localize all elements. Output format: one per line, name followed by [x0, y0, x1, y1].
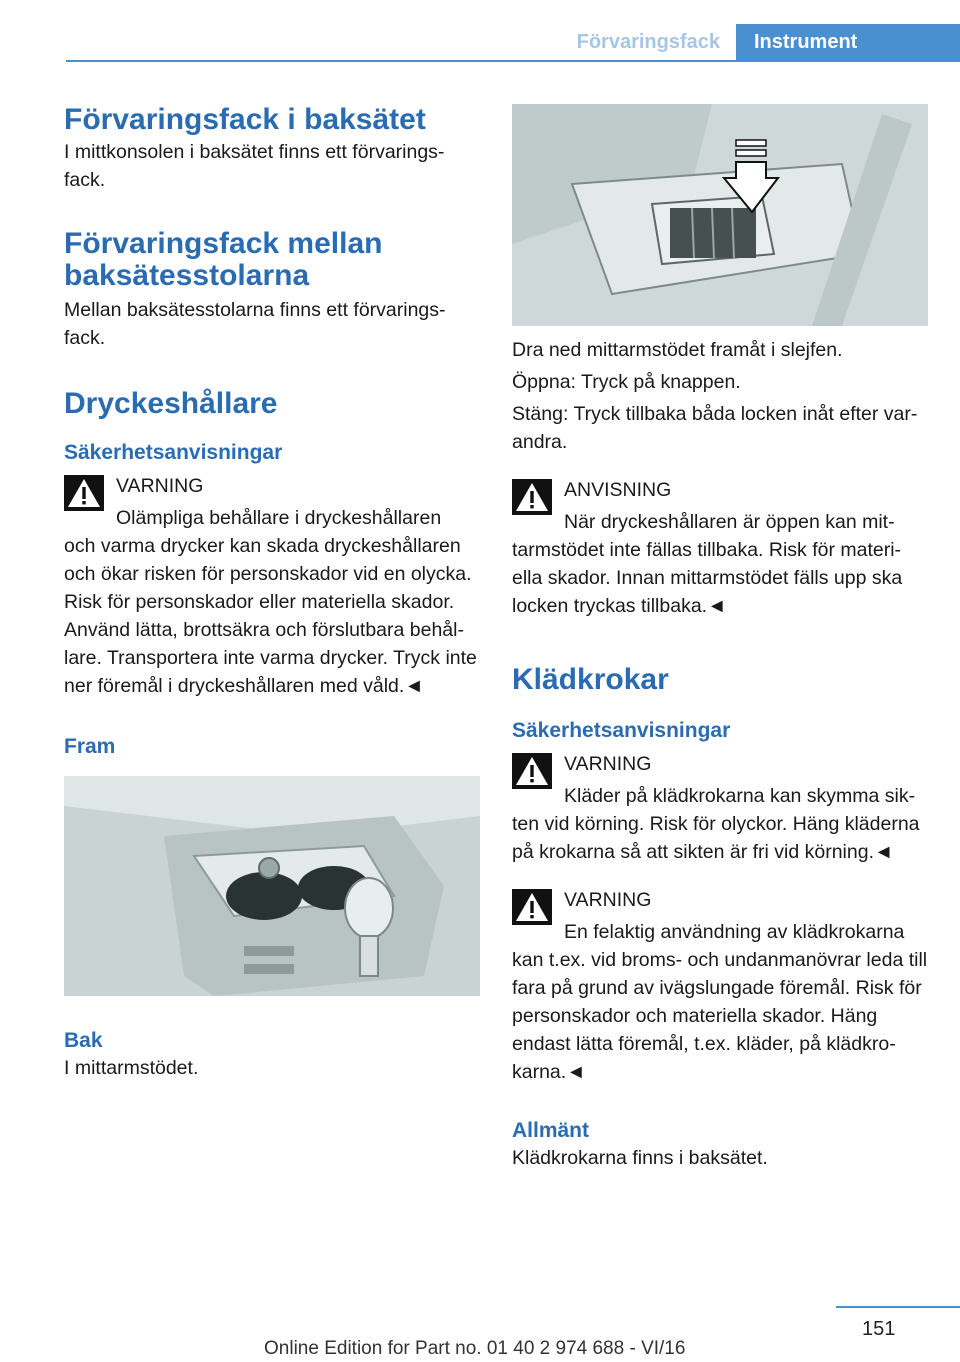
text-close: Stäng: Tryck tillbaka båda locken inåt efter var-andra.: [512, 403, 918, 453]
notice-text: tarmstödet inte fällas tillbaka. Risk för materi-ella skador. Innan mittarmstödet fälls upp ska locken tryckas tillbaka.◄: [512, 539, 903, 617]
front-cupholder-illustration: [64, 776, 480, 996]
warning-text-first: Olämpliga behållare i dryckeshållaren: [116, 507, 442, 529]
heading-safety-right: Säkerhetsanvisningar: [512, 719, 731, 742]
text-general: Klädkrokarna finns i baksätet.: [512, 1147, 768, 1169]
text-between-seats: Mellan baksätesstolarna finns ett förvarings-fack.: [64, 299, 446, 349]
warning-label: VARNING: [116, 475, 204, 497]
text-rear: I mittarmstödet.: [64, 1057, 199, 1079]
warning-triangle-icon: [512, 753, 552, 789]
warning-label: VARNING: [564, 753, 652, 775]
warning-text: kan t.ex. vid broms- och undanmanövrar leda till fara på grund av ivägslungade föremål. Risk för personskador och materiella skador. Häng endast lätta föremål, t.ex. kläder, på klädkro-karna.◄: [512, 949, 928, 1083]
left-column: [64, 100, 478, 1082]
page-number: 151: [862, 1318, 896, 1340]
notice-text-first: När dryckeshållaren är öppen kan mit-: [564, 511, 895, 533]
heading-cupholder: Dryckeshållare: [64, 387, 278, 420]
heading-rear: Bak: [64, 1029, 103, 1052]
heading-general: Allmänt: [512, 1119, 590, 1142]
text-open: Öppna: Tryck på knappen.: [512, 371, 741, 393]
text-rear-storage: I mittkonsolen i baksätet finns ett förvarings-fack.: [64, 141, 445, 191]
warning-label: VARNING: [564, 889, 652, 911]
warning-text: och varma drycker kan skada dryckeshållaren och ökar risken för personskador vid en olycka. Risk för personskador eller materiella skador. Använd lätta, brottsäkra och förslutbara behål-lare. Transportera inte varma drycker. Tryck inte ner föremål i dryckeshållaren med våld.◄: [64, 535, 477, 697]
front-cupholder-image: [64, 776, 480, 996]
warning-text: ten vid körning. Risk för olyckor. Häng kläderna på krokarna så att sikten är fri vid körning.◄: [512, 813, 920, 863]
heading-front: Fram: [64, 735, 116, 758]
warning-text-first: En felaktig användning av klädkrokarna: [564, 921, 905, 943]
warning-triangle-icon: [64, 475, 104, 511]
warning-triangle-icon: [512, 889, 552, 925]
warning-cupholder: [64, 472, 478, 700]
warning-hooks-usage: [512, 886, 928, 1086]
header-rule: [66, 60, 960, 62]
notice-triangle-icon: [512, 479, 552, 515]
footer-rule: [836, 1306, 960, 1308]
right-column: [512, 104, 928, 1172]
text-pull-armrest: Dra ned mittarmstödet framåt i slejfen.: [512, 339, 843, 361]
header-section: Förvaringsfack: [576, 31, 720, 53]
heading-rear-storage: Förvaringsfack i baksätet: [64, 103, 426, 136]
header-chapter-tab[interactable]: Instrument: [736, 24, 960, 62]
rear-armrest-image: [512, 104, 928, 326]
page-header: [66, 24, 960, 62]
online-edition-note: Online Edition for Part no. 01 40 2 974 688 - VI/16: [264, 1338, 686, 1359]
heading-safety-left: Säkerhetsanvisningar: [64, 441, 283, 464]
warning-hooks-visibility: [512, 750, 928, 866]
warning-text-first: Kläder på klädkrokarna kan skymma sik-: [564, 785, 916, 807]
notice-label: ANVISNING: [564, 479, 672, 501]
heading-hooks: Klädkrokar: [512, 663, 669, 696]
notice-armrest: [512, 476, 928, 620]
heading-between-seats: Förvaringsfack mellan baksätesstolarna: [64, 227, 383, 292]
rear-armrest-illustration: [512, 104, 928, 326]
